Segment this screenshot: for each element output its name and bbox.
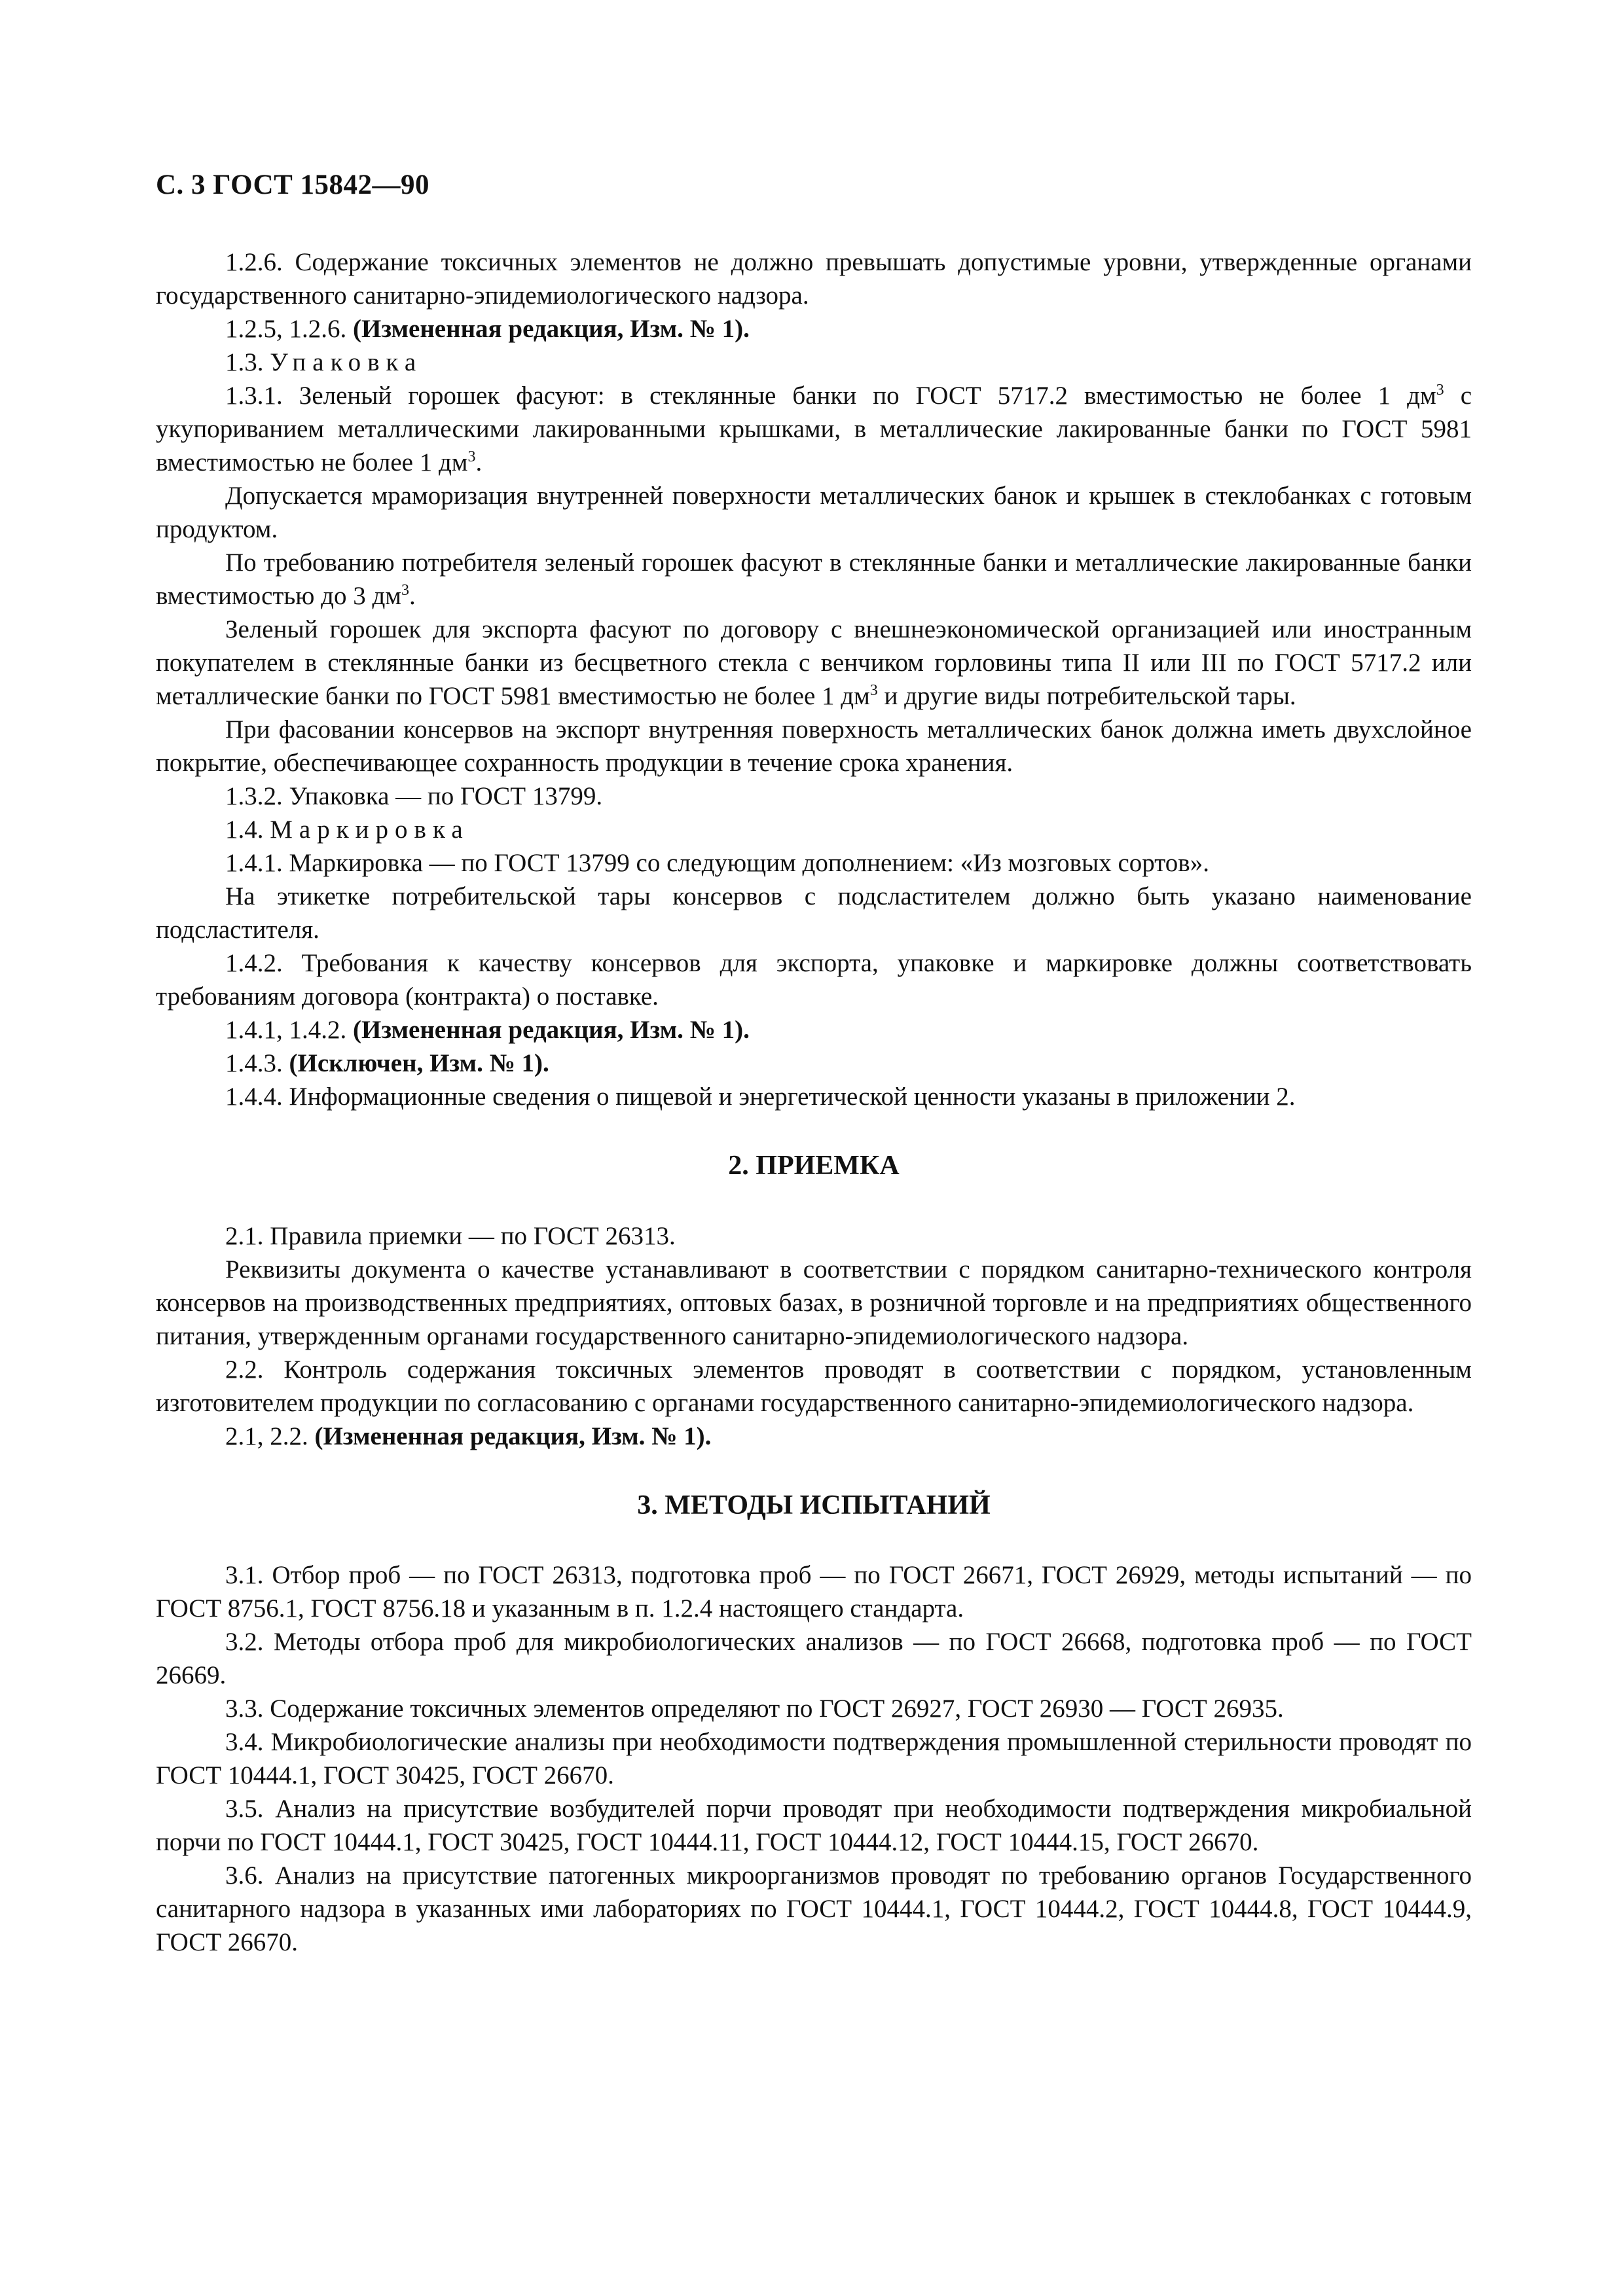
paragraph-2-1: 2.1. Правила приемки — по ГОСТ 26313. bbox=[225, 1222, 676, 1250]
subsection-1-4-heading bbox=[156, 813, 1472, 846]
paragraph-1-3-2: 1.3.2. Упаковка — по ГОСТ 13799. bbox=[225, 782, 603, 810]
text-part: с укупориванием металлическими лакированными крышками, в металлические лакированные банки по ГОСТ 5981 вместимостью не более 1 дм bbox=[156, 382, 1472, 476]
paragraph-1-3-1 bbox=[156, 379, 1472, 479]
text-part: Зеленый горошек для экспорта фасуют по договору с внешнеэкономической организацией или иностранным покупателем в стеклянные банки из бесцветного стекла с венчиком горловины типа II или III по ГОСТ 5717.2 или металлические банки по ГОСТ 5981 вместимостью не более 1 дм bbox=[156, 615, 1472, 710]
paragraph-1-4-3 bbox=[156, 1047, 1472, 1080]
subsection-title: Маркировка bbox=[270, 816, 469, 844]
paragraph-requisites: Реквизиты документа о качестве устанавливают в соответствии с порядком санитарно-технического контроля консервов на производственных предприятиях, оптовых базах, в розничной торговле и на предприятиях общественного питания, утвержденным органами государственного санитарно-эпидемиологического надзора. bbox=[156, 1255, 1472, 1350]
clause-number: 1.4. bbox=[225, 816, 270, 844]
paragraph-1-4-2: 1.4.2. Требования к качеству консервов для экспорта, упаковке и маркировке должны соответствовать требованиям договора (контракта) о поставке. bbox=[156, 949, 1472, 1011]
paragraph-1-4-4: 1.4.4. Информационные сведения о пищевой и энергетической ценности указаны в приложении 2. bbox=[225, 1083, 1296, 1111]
clause-number: 1.3. bbox=[225, 348, 270, 376]
paragraph-3-4: 3.4. Микробиологические анализы при необходимости подтверждения промышленной стерильности проводят по ГОСТ 10444.1, ГОСТ 30425, ГОСТ 26670. bbox=[156, 1728, 1472, 1789]
text-part: 1.3.1. Зеленый горошек фасуют: в стеклянные банки по ГОСТ 5717.2 вместимостью не более 1 дм bbox=[225, 382, 1436, 410]
subsection-1-3-heading bbox=[156, 346, 1472, 379]
paragraph-label: На этикетке потребительской тары консервов с подсластителем должно быть указано наименование подсластителя. bbox=[156, 882, 1472, 944]
paragraph-3-6: 3.6. Анализ на присутствие патогенных микроорганизмов проводят по требованию органов Государственного санитарного надзора в указанных ими лабораториях по ГОСТ 10444.1, ГОСТ 10444.2, ГОСТ 10444.8, ГОСТ 10444.9, ГОСТ 26670. bbox=[156, 1861, 1472, 1956]
paragraph-1-4-1: 1.4.1. Маркировка — по ГОСТ 13799 со следующим дополнением: «Из мозговых сортов». bbox=[225, 849, 1209, 877]
amendment-text: (Измененная редакция, Изм. № 1). bbox=[314, 1422, 712, 1450]
amendment-note-1-4-1 bbox=[156, 1013, 1472, 1047]
superscript: 3 bbox=[401, 582, 409, 599]
text-part: и другие виды потребительской тары. bbox=[877, 682, 1296, 710]
clause-number: 1.4.1, 1.4.2. bbox=[225, 1016, 353, 1044]
amendment-text: (Исключен, Изм. № 1). bbox=[289, 1049, 549, 1077]
amendment-text: (Измененная редакция, Изм. № 1). bbox=[353, 1016, 750, 1044]
paragraph-3-5: 3.5. Анализ на присутствие возбудителей порчи проводят при необходимости подтверждения микробиальной порчи по ГОСТ 10444.1, ГОСТ 30425, ГОСТ 10444.11, ГОСТ 10444.12, ГОСТ 10444.15, ГОСТ 26670. bbox=[156, 1795, 1472, 1856]
paragraph-3-1: 3.1. Отбор проб — по ГОСТ 26313, подготовка проб — по ГОСТ 26671, ГОСТ 26929, методы испытаний — по ГОСТ 8756.1, ГОСТ 8756.18 и указанным в п. 1.2.4 настоящего стандарта. bbox=[156, 1561, 1472, 1623]
section-2-title: 2. ПРИЕМКА bbox=[728, 1151, 900, 1181]
paragraph-3-2: 3.2. Методы отбора проб для микробиологических анализов — по ГОСТ 26668, подготовка проб — по ГОСТ 26669. bbox=[156, 1628, 1472, 1689]
amendment-text: (Измененная редакция, Изм. № 1). bbox=[353, 315, 750, 343]
paragraph-2-2: 2.2. Контроль содержания токсичных элементов проводят в соответствии с порядком, установленным изготовителем продукции по согласованию с органами государственного санитарно-эпидемиологического надзора. bbox=[156, 1355, 1472, 1417]
paragraph-3-3: 3.3. Содержание токсичных элементов определяют по ГОСТ 26927, ГОСТ 26930 — ГОСТ 26935. bbox=[225, 1695, 1284, 1723]
paragraph-export bbox=[156, 613, 1472, 713]
clause-number: 1.2.5, 1.2.6. bbox=[225, 315, 353, 343]
section-3-title: 3. МЕТОДЫ ИСПЫТАНИЙ bbox=[637, 1490, 991, 1520]
superscript: 3 bbox=[1436, 382, 1444, 399]
clause-number: 1.4.3. bbox=[225, 1049, 289, 1077]
paragraph-marbling: Допускается мраморизация внутренней поверхности металлических банок и крышек в стеклобанках с готовым продуктом. bbox=[156, 482, 1472, 543]
paragraph-consumer bbox=[156, 546, 1472, 613]
superscript: 3 bbox=[869, 682, 878, 699]
paragraph-1-2-6: 1.2.6. Содержание токсичных элементов не должно превышать допустимые уровни, утвержденные органами государственного санитарно-эпидемиологического надзора. bbox=[156, 248, 1472, 310]
amendment-note-1-2-5 bbox=[156, 312, 1472, 346]
page-header: С. 3 ГОСТ 15842—90 bbox=[156, 170, 430, 200]
text-part: По требованию потребителя зеленый горошек фасуют в стеклянные банки и металлические лакированные банки вместимостью до 3 дм bbox=[156, 548, 1472, 610]
subsection-title: Упаковка bbox=[270, 348, 423, 376]
clause-number: 2.1, 2.2. bbox=[225, 1422, 315, 1450]
text-part: . bbox=[409, 582, 416, 610]
text-part: . bbox=[475, 448, 483, 476]
paragraph-coating: При фасовании консервов на экспорт внутренняя поверхность металлических банок должна иметь двухслойное покрытие, обеспечивающее сохранность продукции в течение срока хранения. bbox=[156, 715, 1472, 777]
amendment-note-2-1 bbox=[156, 1420, 1472, 1453]
superscript: 3 bbox=[467, 448, 476, 465]
